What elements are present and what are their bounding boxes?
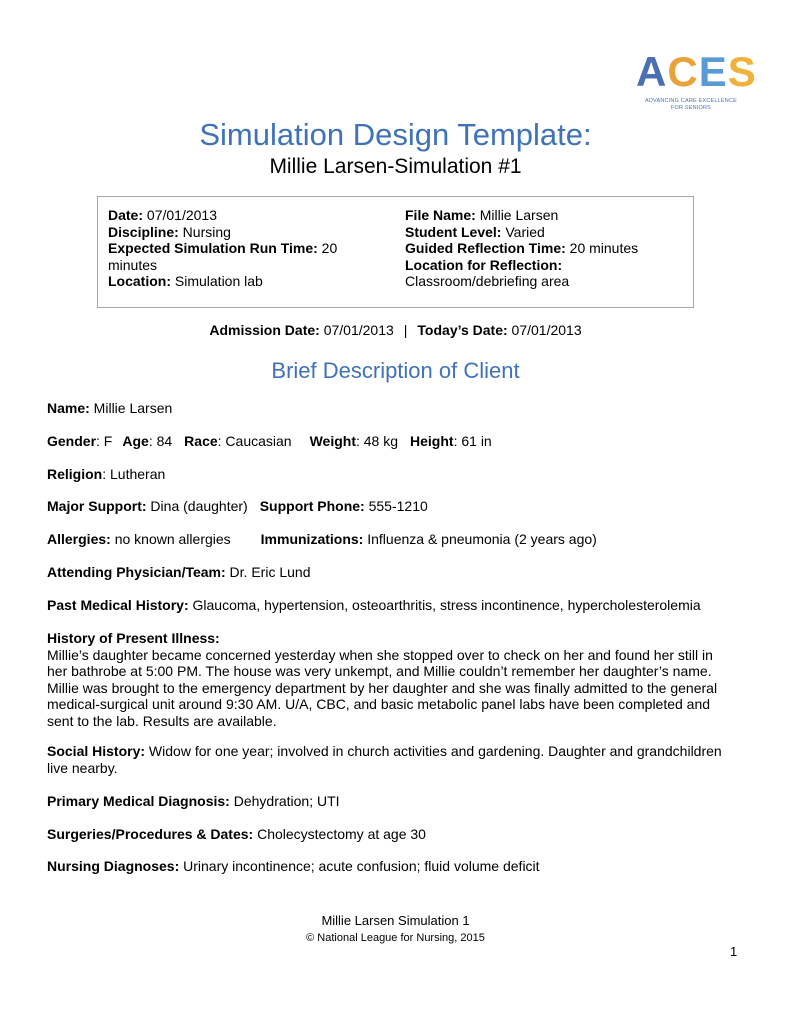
date-label: Date: [108,207,144,223]
religion-field [47,466,747,483]
logo-letter-e: E [698,48,728,95]
nursing-label: Nursing Diagnoses: [47,858,180,874]
name-label: Name: [47,400,90,416]
page-title: Simulation Design Template: [199,117,592,152]
page-number: 1 [730,944,738,959]
reflection-time-value: 20 minutes [565,240,639,256]
reflection-time-row [405,240,675,257]
surgeries-label: Surgeries/Procedures & Dates: [47,826,254,842]
surgeries-value: Cholecystectomy at age 30 [253,826,426,842]
height-label: Height [410,433,454,449]
social-history-field [47,743,747,776]
section-heading: Brief Description of Client [271,358,520,383]
today-date-label: Today’s Date: [417,322,508,338]
reflection-time-label: Guided Reflection Time: [405,240,566,256]
footer-copyright: © National League for Nursing, 2015 [306,932,485,944]
hpi-line: Millie’s daughter became concerned yesterday when she stopped over to check on her and found her still in [47,646,713,663]
hpi-line: her bathrobe at 5:00 PM. The house was very unkempt, and Millie couldn’t remember her daughter’s name. [47,663,712,679]
page-subtitle: Millie Larsen-Simulation #1 [269,155,522,178]
physician-value: Dr. Eric Lund [225,564,311,580]
phone-label: Support Phone: [259,498,365,514]
weight-label: Weight [309,433,356,449]
admission-date-label: Admission Date: [209,322,320,338]
physician-field [47,564,747,581]
name-field [47,400,747,417]
past-medical-history-field [47,597,747,614]
race-label: Race [184,433,218,449]
hpi-line: medical-surgical unit around 9:30 AM. U/A, CBC, and basic metabolic panel labs have been completed and [47,696,711,712]
file-name-value: Millie Larsen [475,207,559,223]
pmh-value: Glaucoma, hypertension, osteoarthritis, stress incontinence, hypercholesterolemia [188,597,701,613]
religion-label: Religion [47,466,103,482]
allergies-field [47,531,747,548]
aces-logo [612,48,757,120]
logo-tagline-line-1: ADVANCING CARE EXCELLENCE [644,98,737,104]
gender-label: Gender [47,433,97,449]
today-date-value: 07/01/2013 [507,322,582,338]
phone-value: 555-1210 [364,498,428,514]
primary-diagnosis-field [47,793,747,810]
info-right-column [405,207,675,290]
info-left-column [108,207,358,290]
physician-label: Attending Physician/Team: [47,564,226,580]
history-present-illness-field [47,630,747,729]
date-row [108,207,358,224]
allergies-label: Allergies: [47,531,111,547]
height-value: : 61 in [453,433,492,449]
demographics-field [47,433,747,450]
admission-date-value: 07/01/2013 [319,322,394,338]
footer-title: Millie Larsen Simulation 1 [321,913,470,928]
admission-dates [0,322,791,339]
support-label: Major Support: [47,498,147,514]
logo-tagline [632,98,750,112]
name-value: Millie Larsen [89,400,173,416]
hpi-label: History of Present Illness: [47,630,220,646]
diagnosis-value: Dehydration; UTI [229,793,340,809]
student-level-row [405,224,675,241]
logo-letter-c: C [667,48,699,95]
run-time-value: 20 minutes [108,240,338,273]
diagnosis-label: Primary Medical Diagnosis: [47,793,230,809]
hpi-line: sent to the lab. Results are available. [47,712,277,729]
gender-value: : F [96,433,113,449]
run-time-row [108,240,358,273]
logo-wordmark [636,48,757,96]
pmh-label: Past Medical History: [47,597,189,613]
hpi-line: Millie was brought to the emergency department by her daughter and she was finally admitted to the general [47,679,718,696]
reflection-location-value: Classroom/debriefing area [405,273,570,289]
support-value: Dina (daughter) [146,498,248,514]
date-value: 07/01/2013 [143,207,217,223]
surgeries-field [47,826,747,843]
nursing-diagnoses-field [47,858,747,875]
file-name-row [405,207,675,224]
student-level-value: Varied [501,223,545,240]
file-name-label: File Name: [405,207,476,223]
social-value: Widow for one year; involved in church activities and gardening. Daughter and grandchildren [145,743,722,759]
discipline-value: Nursing [178,223,231,240]
weight-value: : 48 kg [355,433,399,449]
location-value: Simulation lab [171,273,263,289]
age-label: Age [122,433,149,449]
social-history-line-1 [47,743,747,760]
run-time-label: Expected Simulation Run Time: [108,240,318,256]
reflection-location-label: Location for Reflection: [405,256,563,273]
social-history-line-2: live nearby. [47,759,118,776]
student-level-label: Student Level: [405,223,502,240]
logo-letter-a: A [636,48,668,95]
location-label: Location: [108,273,171,289]
race-value: : Caucasian [217,433,292,449]
immunizations-value: Influenza & pneumonia (2 years ago) [363,531,597,547]
separator: | [403,322,408,338]
logo-tagline-line-2: FOR SENIORS [670,105,712,111]
support-field [47,498,747,515]
location-row [108,273,358,290]
logo-letter-s: S [727,48,757,95]
social-label: Social History: [47,743,146,759]
discipline-row [108,224,358,241]
immunizations-label: Immunizations: [260,531,364,547]
discipline-label: Discipline: [108,223,179,240]
allergies-value: no known allergies [110,531,231,547]
age-value: : 84 [148,433,173,449]
religion-value: : Lutheran [102,466,166,482]
nursing-value: Urinary incontinence; acute confusion; fluid volume deficit [179,858,540,874]
simulation-info-box [97,196,694,308]
